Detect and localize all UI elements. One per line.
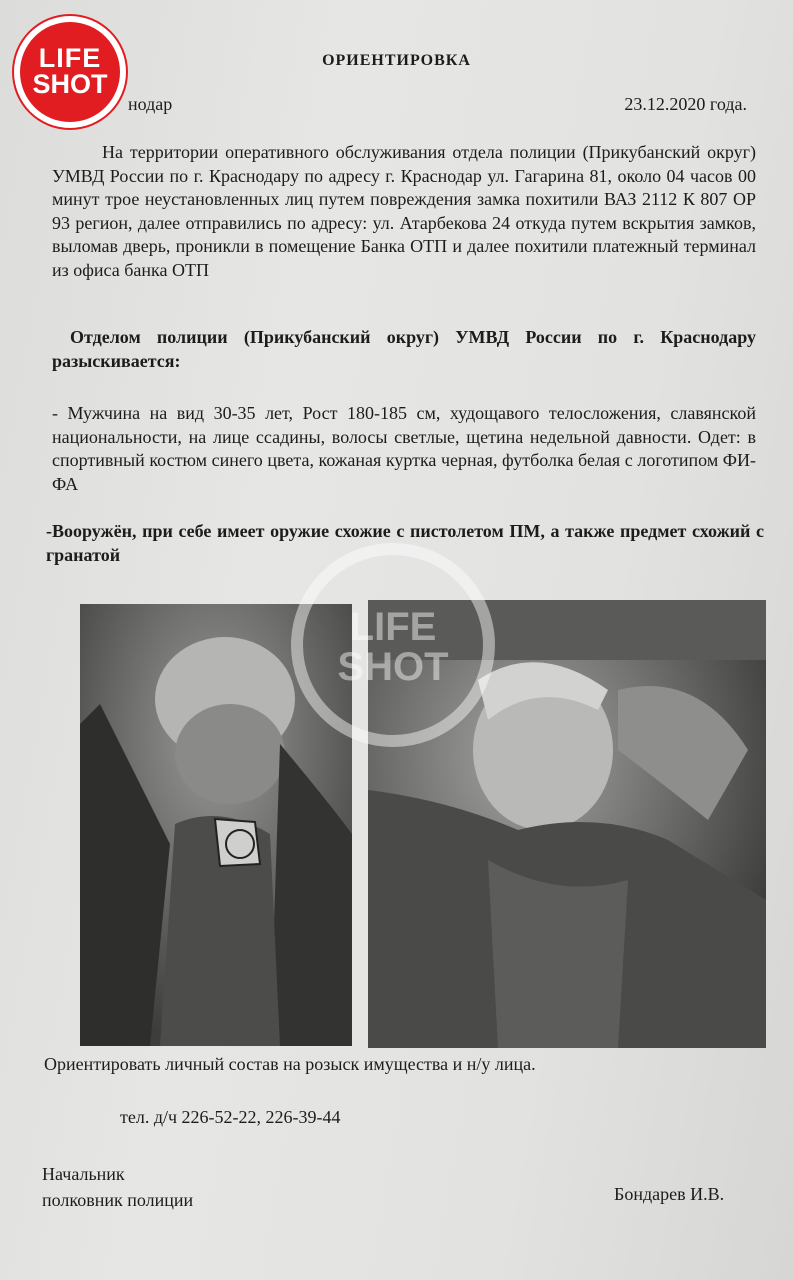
watermark-text-life: LIFE [349, 605, 437, 649]
logo-text-life: LIFE [38, 43, 102, 74]
watermark-text-shot: SHOT [337, 645, 449, 689]
lifeshot-logo [12, 14, 128, 130]
lifeshot-logo-badge [20, 22, 120, 122]
logo-text-shot: SHOT [32, 69, 108, 99]
document-city: нодар [128, 94, 173, 114]
document-date: 23.12.2020 года. [624, 94, 747, 114]
incident-paragraph: На территории оперативного обслуживания отдела полиции (Прикубанский округ) УМВД России по г. Краснодару по адресу г. Краснодар ул. Гагарина 81, около 04 часов 00 минут трое неустановленных лиц путем повреждения замка похитили ВАЗ 2112 К 807 ОР 93 регион, далее отправились по адресу: ул. Атарбекова 24 откуда путем вскрытия замков, выломав дверь, проникли в помещение Банка ОТП и далее похитили платежный терминал из офиса банка ОТП [52, 142, 756, 280]
chief-rank: полковник полиции [42, 1190, 194, 1210]
document-title: ОРИЕНТИРОВКА [322, 52, 471, 69]
chief-title: Начальник [42, 1164, 125, 1184]
suspect-description: - Мужчина на вид 30-35 лет, Рост 180-185 см, худощавого телосложения, славянской национальности, на лице ссадины, волосы светлые, щетина недельной давности. Одет: в спортивный костюм синего цвета, кожаная куртка черная, футболка белая с логотипом ФИ-ФА [52, 403, 756, 494]
armed-warning: -Вооружён, при себе имеет оружие схожие с пистолетом ПМ, а также предмет схожий с гранатой [46, 521, 764, 565]
wanted-heading: Отделом полиции (Прикубанский округ) УМВД России по г. Краснодару разыскивается: [52, 327, 756, 371]
duty-phone: тел. д/ч 226-52-22, 226-39-44 [120, 1107, 341, 1127]
signature-name: Бондарев И.В. [614, 1184, 725, 1204]
lifeshot-watermark [288, 540, 498, 750]
orientation-instruction: Ориентировать личный состав на розыск имущества и н/у лица. [44, 1054, 536, 1074]
